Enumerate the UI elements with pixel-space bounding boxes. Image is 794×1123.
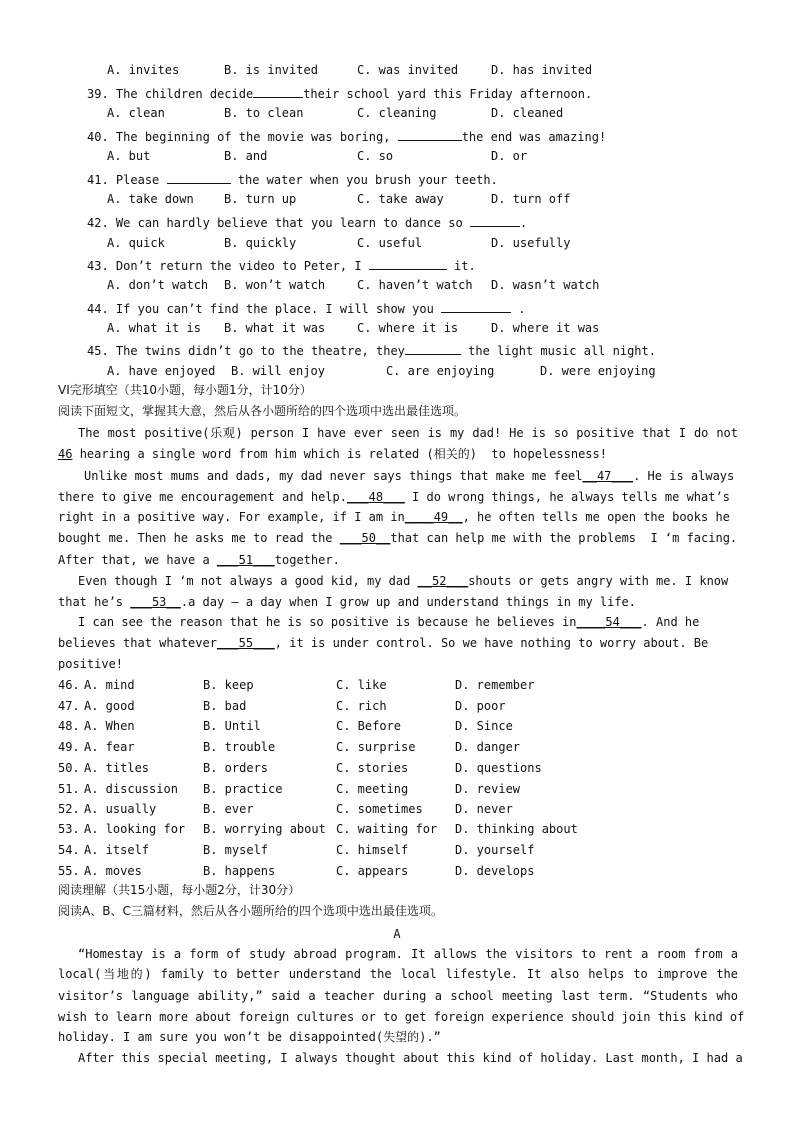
q43-option-c: C. haven’t watch [357, 278, 473, 292]
question-40 [87, 128, 606, 144]
question-text: Please [115, 173, 160, 187]
q44-option-c: C. where it is [357, 321, 459, 335]
option-number: 53. [58, 822, 80, 836]
blank-number: __52___ [417, 574, 469, 588]
passage-line: Even though I ‘m not always a good kid, my dad __52___shouts or gets angry with me. I know [78, 574, 729, 588]
option-d: D. Since [455, 719, 513, 733]
question-text: . [519, 216, 528, 230]
q40-option-c: C. so [357, 149, 394, 163]
option-b: B. ever [203, 802, 254, 816]
option-a: A. looking for [84, 822, 186, 836]
q43-option-b: B. won’t watch [224, 278, 326, 292]
q39-option-d: D. cleaned [491, 106, 564, 120]
option-b: B. trouble [203, 740, 276, 754]
option-d: D. thinking about [455, 822, 578, 836]
q38-option-d: D. has invited [491, 63, 593, 77]
passage-line: that he’s ___53__.a day – a day when I grow up and understand things in my life. [58, 595, 637, 609]
question-text: The beginning of the movie was boring, [115, 130, 391, 144]
q41-option-b: B. turn up [224, 192, 297, 206]
option-d: D. develops [455, 864, 535, 878]
passage-line: The most positive(乐观) person I have ever seen is my dad! He is so positive that I do not [78, 426, 738, 440]
q39-option-c: C. cleaning [357, 106, 437, 120]
q44-option-b: B. what it was [224, 321, 326, 335]
passage-line: there to give me encouragement and help.___48___ I do wrong things, he always tells me what’s [58, 490, 730, 504]
section-instruction: 阅读A、B、C三篇材料，然后从各小题所给的四个选项中选出最佳选项。 [58, 904, 443, 918]
question-text: the water when you brush your teeth. [237, 173, 498, 187]
q38-option-b: B. is invited [224, 63, 318, 77]
option-c: C. Before [336, 719, 402, 733]
question-text: the light music all night. [468, 344, 656, 358]
blank-number: ___55___ [216, 636, 275, 650]
option-number: 49. [58, 740, 80, 754]
blank-number: ____49__ [404, 510, 463, 524]
question-number: 42. [87, 216, 109, 230]
answer-blank [369, 257, 447, 270]
question-44 [87, 300, 526, 316]
passage-line: right in a positive way. For example, if I am in____49__, he often tells me open the books he [58, 510, 730, 524]
q45-option-c: C. are enjoying [386, 364, 495, 378]
option-d: D. never [455, 802, 513, 816]
q39-option-a: A. clean [107, 106, 165, 120]
q41-option-d: D. turn off [491, 192, 571, 206]
option-a: A. When [84, 719, 135, 733]
option-number: 50. [58, 761, 80, 775]
passage-line: “Homestay is a form of study abroad program. It allows the visitors to rent a room from a [78, 947, 738, 961]
section-instruction: 阅读下面短文，掌握其大意，然后从各小题所给的四个选项中选出最佳选项。 [58, 404, 467, 418]
q42-option-a: A. quick [107, 236, 165, 250]
question-45 [87, 342, 656, 358]
q41-option-c: C. take away [357, 192, 444, 206]
q40-option-d: D. or [491, 149, 528, 163]
option-b: B. Until [203, 719, 261, 733]
option-c: C. himself [336, 843, 409, 857]
question-text: . [518, 302, 526, 316]
option-a: A. discussion [84, 782, 178, 796]
passage-line: After this special meeting, I always thought about this kind of holiday. Last month, I had a [78, 1051, 743, 1065]
question-text: We can hardly believe that you learn to dance so [115, 216, 463, 230]
q39-option-b: B. to clean [224, 106, 304, 120]
question-39 [87, 85, 592, 101]
option-d: D. danger [455, 740, 521, 754]
q43-option-a: A. don’t watch [107, 278, 209, 292]
answer-blank [441, 300, 511, 313]
option-d: D. remember [455, 678, 535, 692]
option-b: B. practice [203, 782, 283, 796]
passage-line: I can see the reason that he is so positive is because he believes in____54___. And he [78, 615, 700, 629]
question-text: it. [454, 259, 476, 273]
option-d: D. yourself [455, 843, 535, 857]
option-number: 47. [58, 699, 80, 713]
question-42 [87, 214, 527, 230]
option-b: B. worrying about [203, 822, 326, 836]
option-c: C. stories [336, 761, 409, 775]
option-number: 51. [58, 782, 80, 796]
blank-number: __47___ [582, 469, 634, 483]
option-number: 52. [58, 802, 80, 816]
q43-option-d: D. wasn’t watch [491, 278, 600, 292]
passage-label: A [393, 927, 401, 941]
option-b: B. keep [203, 678, 254, 692]
blank-number: ____54___ [576, 615, 642, 629]
section-heading: 阅读理解（共15小题，每小题2分，计30分） [58, 883, 301, 897]
option-d: D. poor [455, 699, 506, 713]
option-b: B. orders [203, 761, 269, 775]
blank-number: 46 [58, 447, 73, 461]
option-d: D. questions [455, 761, 542, 775]
option-c: C. appears [336, 864, 409, 878]
question-text: The children decide [115, 87, 254, 101]
option-b: B. bad [203, 699, 247, 713]
question-text: Don’t return the video to Peter, I [115, 259, 362, 273]
option-b: B. myself [203, 843, 269, 857]
q42-option-b: B. quickly [224, 236, 297, 250]
question-number: 43. [87, 259, 109, 273]
answer-blank [470, 214, 520, 227]
q42-option-d: D. usefully [491, 236, 571, 250]
blank-number: ___50__ [339, 531, 391, 545]
passage-line: visitor’s language ability,” said a teacher during a school meeting last term. “Students who [58, 989, 738, 1003]
q42-option-c: C. useful [357, 236, 423, 250]
passage-line: holiday. I am sure you won’t be disappointed(失望的).” [58, 1030, 441, 1044]
option-c: C. rich [336, 699, 387, 713]
option-a: A. moves [84, 864, 142, 878]
question-number: 41. [87, 173, 109, 187]
blank-number: ___53__ [130, 595, 181, 609]
option-a: A. good [84, 699, 135, 713]
passage-line: Unlike most mums and dads, my dad never says things that make me feel__47___. He is always [84, 469, 735, 483]
q44-option-d: D. where it was [491, 321, 600, 335]
q44-option-a: A. what it is [107, 321, 201, 335]
q40-option-b: B. and [224, 149, 268, 163]
option-a: A. itself [84, 843, 150, 857]
answer-blank [167, 171, 231, 184]
answer-blank [405, 342, 461, 355]
passage-line: 46 hearing a single word from him which is related (相关的) to hopelessness! [58, 447, 607, 461]
question-number: 45. [87, 344, 109, 358]
question-43 [87, 257, 476, 273]
q41-option-a: A. take down [107, 192, 194, 206]
question-text: their school yard this Friday afternoon. [303, 87, 593, 101]
q40-option-a: A. but [107, 149, 151, 163]
option-a: A. mind [84, 678, 135, 692]
blank-number: ___48___ [346, 490, 405, 504]
option-b: B. happens [203, 864, 276, 878]
passage-line: local(当地的) family to better understand the local lifestyle. It also helps to improve the [58, 967, 738, 981]
option-c: C. meeting [336, 782, 409, 796]
passage-line: After that, we have a ___51___together. [58, 553, 340, 567]
q38-option-c: C. was invited [357, 63, 459, 77]
answer-blank [253, 85, 303, 98]
section-heading: VI完形填空（共10小题，每小题1分，计10分） [58, 383, 312, 397]
passage-line: wish to learn more about foreign cultures or to get foreign experience should join this kind of [58, 1010, 745, 1024]
answer-blank [398, 128, 462, 141]
option-number: 46. [58, 678, 80, 692]
question-text: the end was amazing! [461, 130, 607, 144]
blank-number: ___51___ [216, 553, 275, 567]
option-c: C. sometimes [336, 802, 423, 816]
option-a: A. titles [84, 761, 150, 775]
option-c: C. waiting for [336, 822, 438, 836]
option-c: C. like [336, 678, 387, 692]
q45-option-b: B. will enjoy [231, 364, 325, 378]
option-d: D. review [455, 782, 521, 796]
option-c: C. surprise [336, 740, 416, 754]
question-number: 39. [87, 87, 109, 101]
option-number: 55. [58, 864, 80, 878]
question-text: The twins didn’t go to the theatre, they [115, 344, 405, 358]
option-a: A. usually [84, 802, 157, 816]
q38-option-a: A. invites [107, 63, 180, 77]
question-number: 44. [87, 302, 109, 316]
option-a: A. fear [84, 740, 135, 754]
q45-option-a: A. have enjoyed [107, 364, 216, 378]
question-41 [87, 171, 498, 187]
option-number: 54. [58, 843, 80, 857]
passage-line: positive! [58, 657, 124, 671]
q45-option-d: D. were enjoying [540, 364, 656, 378]
question-number: 40. [87, 130, 109, 144]
option-number: 48. [58, 719, 80, 733]
question-text: If you can’t find the place. I will show you [115, 302, 434, 316]
passage-line: bought me. Then he asks me to read the ___50__that can help me with the problems I ‘m facing. [58, 531, 738, 545]
passage-line: believes that whatever___55___, it is under control. So we have nothing to worry about. Be [58, 636, 709, 650]
